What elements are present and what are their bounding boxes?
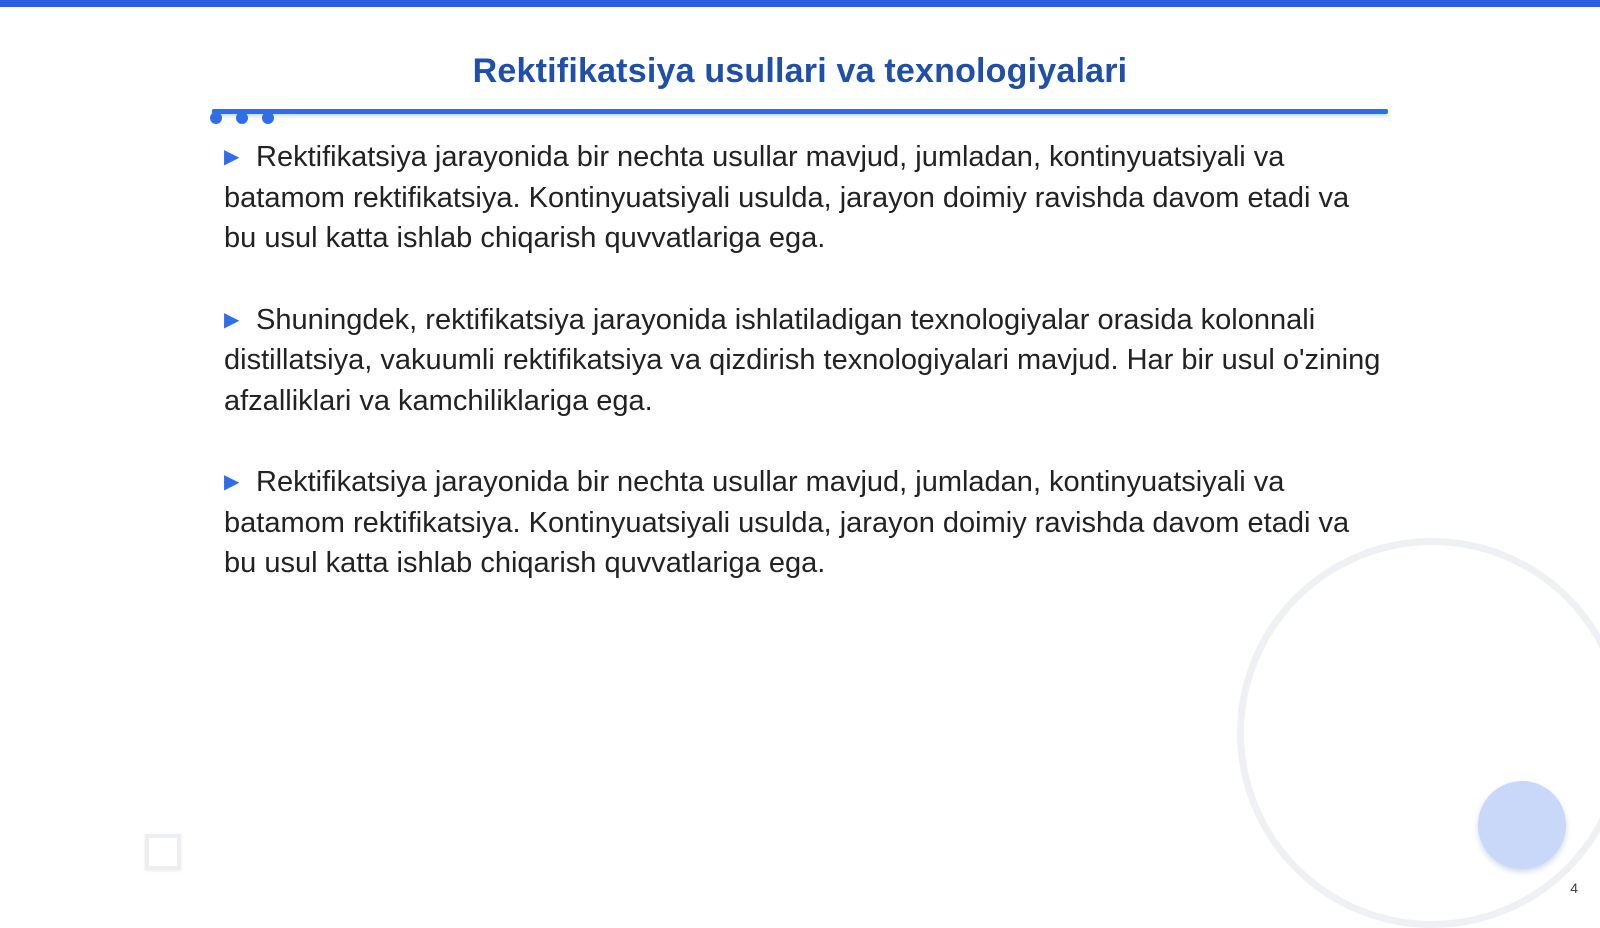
top-accent-bar	[0, 0, 1600, 7]
title-underline	[212, 109, 1388, 114]
underline-dot	[236, 112, 248, 124]
underline-dot	[262, 112, 274, 124]
triangle-bullet-icon: ▶	[224, 471, 240, 493]
page-number: 4	[1570, 880, 1578, 896]
bullet-text: Rektifikatsiya jarayonida bir nechta usullar mavjud, jumladan, kontinyuatsiyali va batamom rektifikatsiya. Kontinyuatsiyali usulda, jarayon doimiy ravishda davom etadi va bu usul katta ishlab chiqarish quvvatlariga ega.	[224, 141, 1350, 254]
bullet-item	[224, 300, 1384, 422]
underline-dot	[210, 112, 222, 124]
decorative-circle	[1478, 781, 1566, 869]
bullet-item	[224, 137, 1384, 259]
triangle-bullet-icon: ▶	[224, 308, 240, 331]
bullet-list	[224, 137, 1384, 625]
triangle-bullet-icon: ▶	[224, 146, 240, 168]
bullet-text: Shuningdek, rektifikatsiya jarayonida ishlatiladigan texnologiyalar orasida kolonnali distillatsiya, vakuumli rektifikatsiya va qizdirish texnologiyalari mavjud. Har bir usul o'zining afzalliklari va kamchiliklariga ega.	[224, 303, 1381, 417]
decorative-square	[145, 834, 181, 870]
slide-title: Rektifikatsiya usullari va texnologiyalari	[472, 52, 1128, 90]
bullet-item	[224, 462, 1384, 584]
decorative-ring	[1237, 538, 1600, 928]
bullet-text: Rektifikatsiya jarayonida bir nechta usullar mavjud, jumladan, kontinyuatsiyali va batamom rektifikatsiya. Kontinyuatsiyali usulda, jarayon doimiy ravishda davom etadi va bu usul katta ishlab chiqarish quvvatlariga ega.	[224, 466, 1350, 579]
